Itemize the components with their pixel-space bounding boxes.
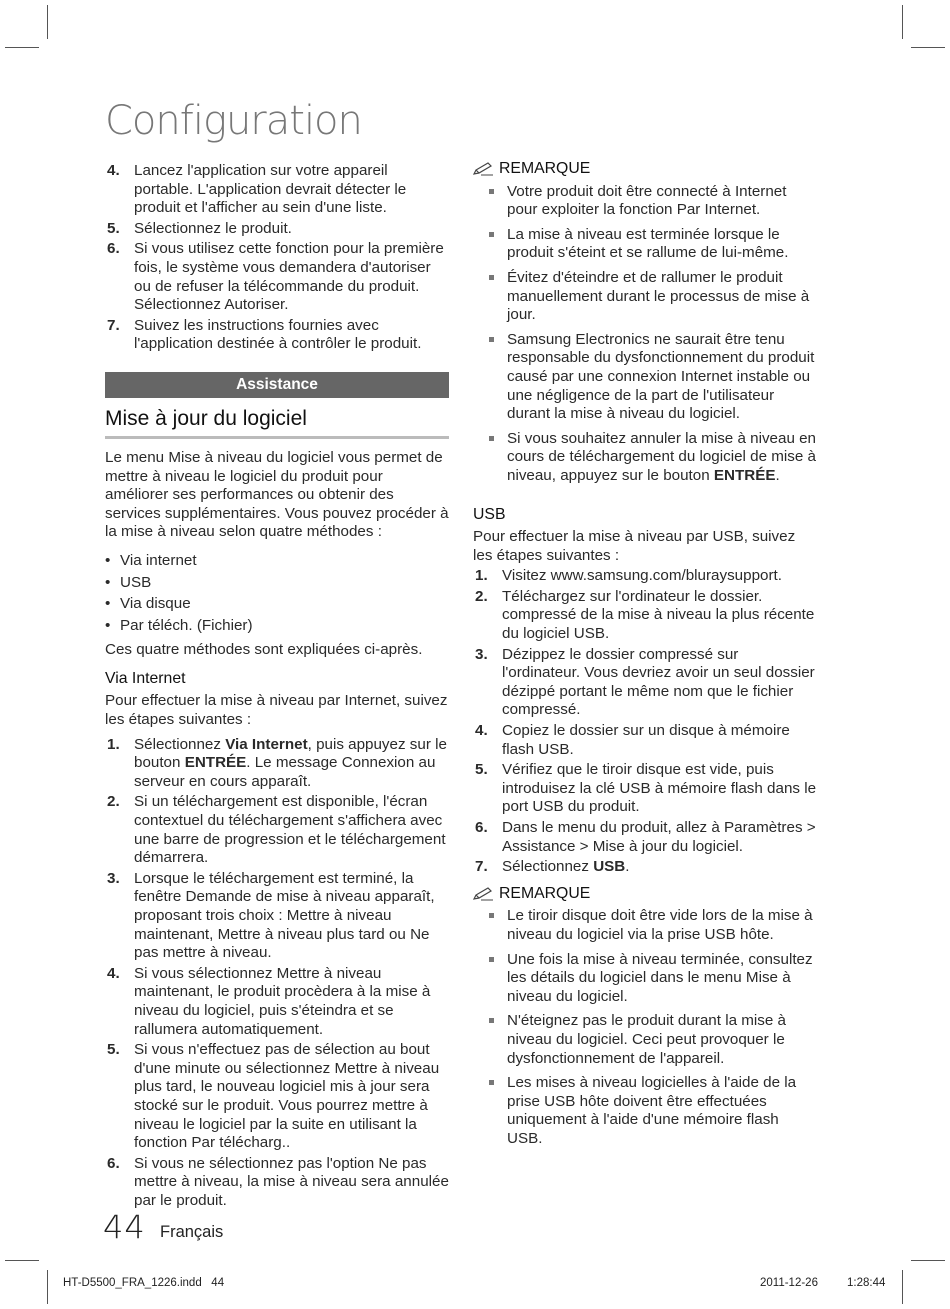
list-item: 6. Si vous ne sélectionnez pas l'option Ne pas mettre à niveau, la mise à niveau sera annulée par le produit. <box>107 1154 449 1209</box>
usb-intro: Pour effectuer la mise à niveau par USB, suivez les étapes suivantes : <box>473 528 796 564</box>
list-item: • Via disque <box>105 595 449 614</box>
right-column <box>473 160 817 1155</box>
list-item: • USB <box>105 574 449 593</box>
methods-note: Ces quatre méthodes sont expliquées ci-après. <box>105 641 423 659</box>
intro-paragraph: Le menu Mise à niveau du logiciel vous permet de mettre à niveau le logiciel du produit pour améliorer ses performances ou obtenir des services supplémentaires. Vous pouvez procéder à la mise à niveau selon quatre méthodes : <box>105 448 449 541</box>
list-item: Samsung Electronics ne saurait être tenu responsable du dysfonctionnement du produit causé par une connexion Internet instable ou une négligence de la part de l'utilisateur durant la mise à niveau du logiciel. <box>473 331 817 424</box>
file-info: HT-D5500_FRA_1226.indd 44 <box>63 1277 225 1289</box>
crop-mark <box>911 1260 945 1261</box>
section-bar-assistance: Assistance <box>105 372 449 398</box>
page-number: 44 <box>103 1208 146 1246</box>
list-item: 4. Lancez l'application sur votre appareil portable. L'application devrait détecter le produit et l'afficher au sein d'une liste. <box>107 162 407 217</box>
list-item: 2. Téléchargez sur l'ordinateur le dossier. compressé de la mise à niveau la plus récente du logiciel USB. <box>475 587 815 643</box>
note-heading: REMARQUE <box>473 885 817 904</box>
print-time: 1:28:44 <box>847 1277 886 1289</box>
note-list <box>473 907 817 1148</box>
list-item: 6. Si vous utilisez cette fonction pour la première fois, le système vous demandera d'autoriser ou de refuser la télécommande du produit. Sélectionnez Autoriser. <box>107 240 444 314</box>
list-item: 4. Copiez le dossier sur un disque à mémoire flash USB. <box>475 722 790 758</box>
crop-mark <box>902 5 903 39</box>
language-label: Français <box>160 1223 224 1241</box>
list-item: Les mises à niveau logicielles à l'aide de la prise USB hôte doivent être effectuées uniquement à l'aide d'une mémoire flash USB. <box>473 1074 817 1148</box>
list-item: Votre produit doit être connecté à Internet pour exploiter la fonction Par Internet. <box>473 183 817 220</box>
list-item: 6. Dans le menu du produit, allez à Paramètres > Assistance > Mise à jour du logiciel. <box>475 819 816 855</box>
page-title: Configuration <box>105 98 362 144</box>
via-internet-steps <box>105 736 449 1211</box>
section-title: Mise à jour du logiciel <box>105 406 449 439</box>
list-item: 4. Si vous sélectionnez Mettre à niveau maintenant, le produit procèdera à la mise à niveau du logiciel, puis s'éteindra et se rallumera automatiquement. <box>107 964 431 1038</box>
list-item: 1. Sélectionnez Via Internet, puis appuyez sur le bouton ENTRÉE. Le message Connexion au serveur en cours apparaît. <box>107 735 447 790</box>
list-item: Évitez d'éteindre et de rallumer le produit manuellement durant le processus de mise à jour. <box>473 269 817 325</box>
list-item: • Par téléch. (Fichier) <box>105 617 449 636</box>
left-column <box>105 162 449 1213</box>
via-internet-intro: Pour effectuer la mise à niveau par Internet, suivez les étapes suivantes : <box>105 692 448 729</box>
via-internet-heading: Via Internet <box>105 669 186 687</box>
crop-mark <box>5 47 39 48</box>
crop-mark <box>911 47 945 48</box>
steps-top-list <box>105 162 449 354</box>
list-item: 5. Sélectionnez le produit. <box>107 219 292 237</box>
list-item: 1. Visitez www.samsung.com/bluraysupport. <box>475 567 782 585</box>
list-item: 7. Sélectionnez USB. <box>475 858 630 876</box>
list-item: N'éteignez pas le produit durant la mise à niveau du logiciel. Ceci peut provoquer le dysfonctionnement de l'appareil. <box>473 1012 817 1068</box>
crop-mark <box>47 5 48 39</box>
list-item: 5. Vérifiez que le tiroir disque est vide, puis introduisez la clé USB à mémoire flash dans le port USB du produit. <box>475 761 817 816</box>
usb-steps <box>473 567 817 877</box>
list-item: 5. Si vous n'effectuez pas de sélection au bout d'une minute ou sélectionnez Mettre à niveau plus tard, le nouveau logiciel mis à jour sera stocké sur le produit. Vous pourrez mettre à niveau le logiciel par la suite en utilisant la fonction Par télécharg.. <box>107 1041 440 1152</box>
list-item: 3. Dézippez le dossier compressé sur l'ordinateur. Vous devriez avoir un seul dossier dézippé portant le même nom que le fichier compressé. <box>475 645 815 719</box>
list-item: 2. Si un téléchargement est disponible, l'écran contextuel du téléchargement s'affichera avec une barre de progression et le téléchargement démarrera. <box>107 793 446 867</box>
crop-mark <box>902 1270 903 1304</box>
list-item: • Via internet <box>105 552 449 571</box>
crop-mark <box>5 1260 39 1261</box>
note-list <box>473 183 817 486</box>
pencil-icon <box>473 162 495 176</box>
note-heading: REMARQUE <box>473 160 817 179</box>
crop-mark <box>47 1270 48 1304</box>
print-date: 2011-12-26 <box>760 1277 818 1289</box>
list-item: Une fois la mise à niveau terminée, consultez les détails du logiciel dans le menu Mise à niveau du logiciel. <box>473 951 817 1007</box>
list-item: La mise à niveau est terminée lorsque le produit s'éteint et se rallume de lui-même. <box>473 226 817 263</box>
list-item: 3. Lorsque le téléchargement est terminé, la fenêtre Demande de mise à niveau apparaît, proposant trois choix : Mettre à niveau maintenant, Mettre à niveau plus tard ou Ne pas mettre à niveau. <box>107 869 435 962</box>
methods-list <box>105 552 449 635</box>
list-item: 7. Suivez les instructions fournies avec l'application destinée à contrôler le produit. <box>107 316 422 353</box>
list-item: Si vous souhaitez annuler la mise à niveau en cours de téléchargement du logiciel de mise à niveau, appuyez sur le bouton ENTRÉE. <box>473 430 817 486</box>
list-item: Le tiroir disque doit être vide lors de la mise à niveau du logiciel via la prise USB hôte. <box>473 907 817 944</box>
usb-heading: USB <box>473 505 506 523</box>
pencil-icon <box>473 887 495 901</box>
